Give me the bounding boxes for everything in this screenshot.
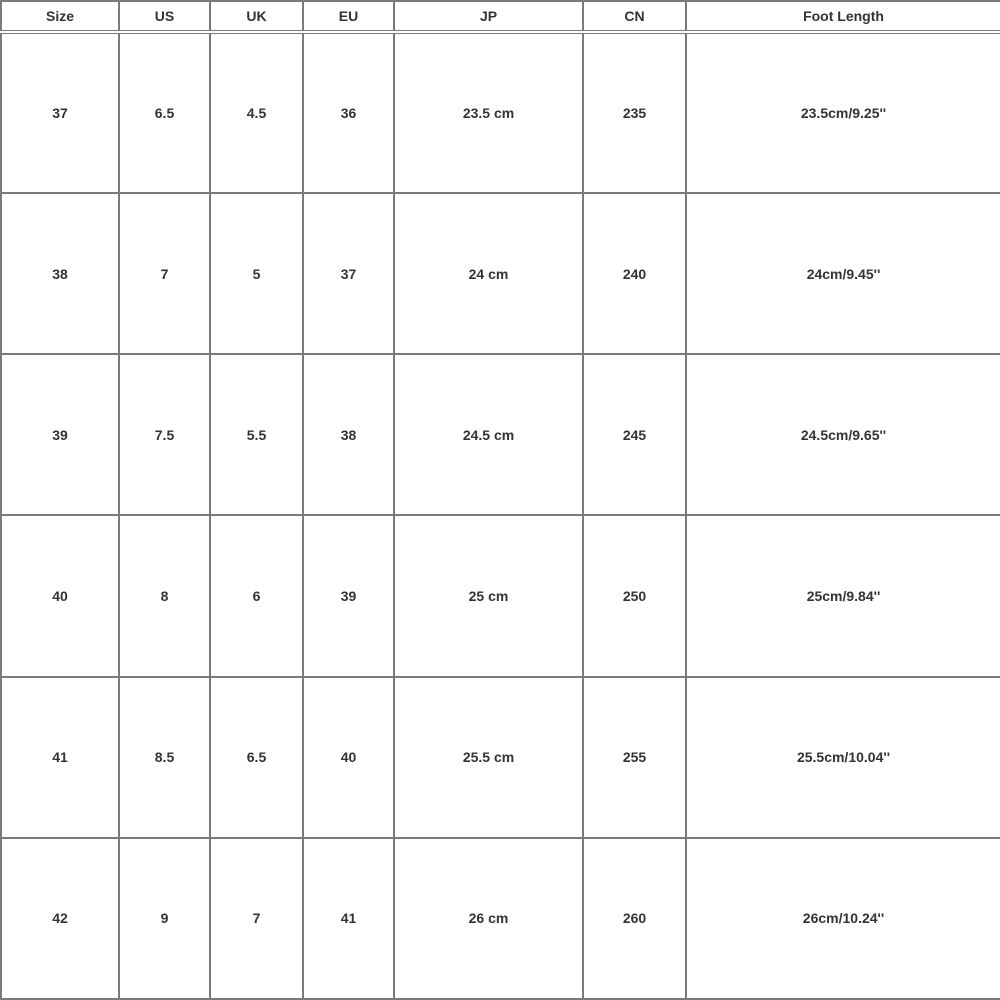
cell-foot-length: 25cm/9.84'' — [686, 515, 1000, 676]
header-jp: JP — [394, 1, 583, 32]
cell-jp: 25.5 cm — [394, 677, 583, 838]
cell-eu: 41 — [303, 838, 394, 999]
cell-cn: 245 — [583, 354, 686, 515]
cell-jp: 26 cm — [394, 838, 583, 999]
cell-cn: 260 — [583, 838, 686, 999]
table-row — [1, 354, 1000, 515]
cell-uk: 5.5 — [210, 354, 303, 515]
cell-us: 6.5 — [119, 32, 210, 193]
cell-foot-length: 25.5cm/10.04'' — [686, 677, 1000, 838]
cell-eu: 36 — [303, 32, 394, 193]
cell-foot-length: 24cm/9.45'' — [686, 193, 1000, 354]
cell-size: 38 — [1, 193, 119, 354]
cell-uk: 5 — [210, 193, 303, 354]
cell-size: 42 — [1, 838, 119, 999]
cell-cn: 250 — [583, 515, 686, 676]
table-row — [1, 838, 1000, 999]
cell-us: 8 — [119, 515, 210, 676]
cell-cn: 240 — [583, 193, 686, 354]
cell-uk: 4.5 — [210, 32, 303, 193]
cell-foot-length: 23.5cm/9.25'' — [686, 32, 1000, 193]
cell-cn: 255 — [583, 677, 686, 838]
cell-size: 39 — [1, 354, 119, 515]
cell-uk: 6.5 — [210, 677, 303, 838]
table-row — [1, 32, 1000, 193]
header-us: US — [119, 1, 210, 32]
cell-cn: 235 — [583, 32, 686, 193]
cell-uk: 7 — [210, 838, 303, 999]
cell-eu: 39 — [303, 515, 394, 676]
table-row — [1, 677, 1000, 838]
header-uk: UK — [210, 1, 303, 32]
cell-us: 7 — [119, 193, 210, 354]
cell-us: 8.5 — [119, 677, 210, 838]
header-eu: EU — [303, 1, 394, 32]
cell-us: 7.5 — [119, 354, 210, 515]
cell-jp: 23.5 cm — [394, 32, 583, 193]
cell-eu: 37 — [303, 193, 394, 354]
header-row — [1, 1, 1000, 32]
cell-uk: 6 — [210, 515, 303, 676]
header-foot-length: Foot Length — [686, 1, 1000, 32]
cell-jp: 24.5 cm — [394, 354, 583, 515]
table-row — [1, 515, 1000, 676]
cell-eu: 40 — [303, 677, 394, 838]
table-row — [1, 193, 1000, 354]
header-size: Size — [1, 1, 119, 32]
cell-size: 41 — [1, 677, 119, 838]
cell-us: 9 — [119, 838, 210, 999]
cell-jp: 24 cm — [394, 193, 583, 354]
cell-size: 37 — [1, 32, 119, 193]
cell-jp: 25 cm — [394, 515, 583, 676]
cell-foot-length: 26cm/10.24'' — [686, 838, 1000, 999]
cell-eu: 38 — [303, 354, 394, 515]
header-cn: CN — [583, 1, 686, 32]
cell-size: 40 — [1, 515, 119, 676]
cell-foot-length: 24.5cm/9.65'' — [686, 354, 1000, 515]
